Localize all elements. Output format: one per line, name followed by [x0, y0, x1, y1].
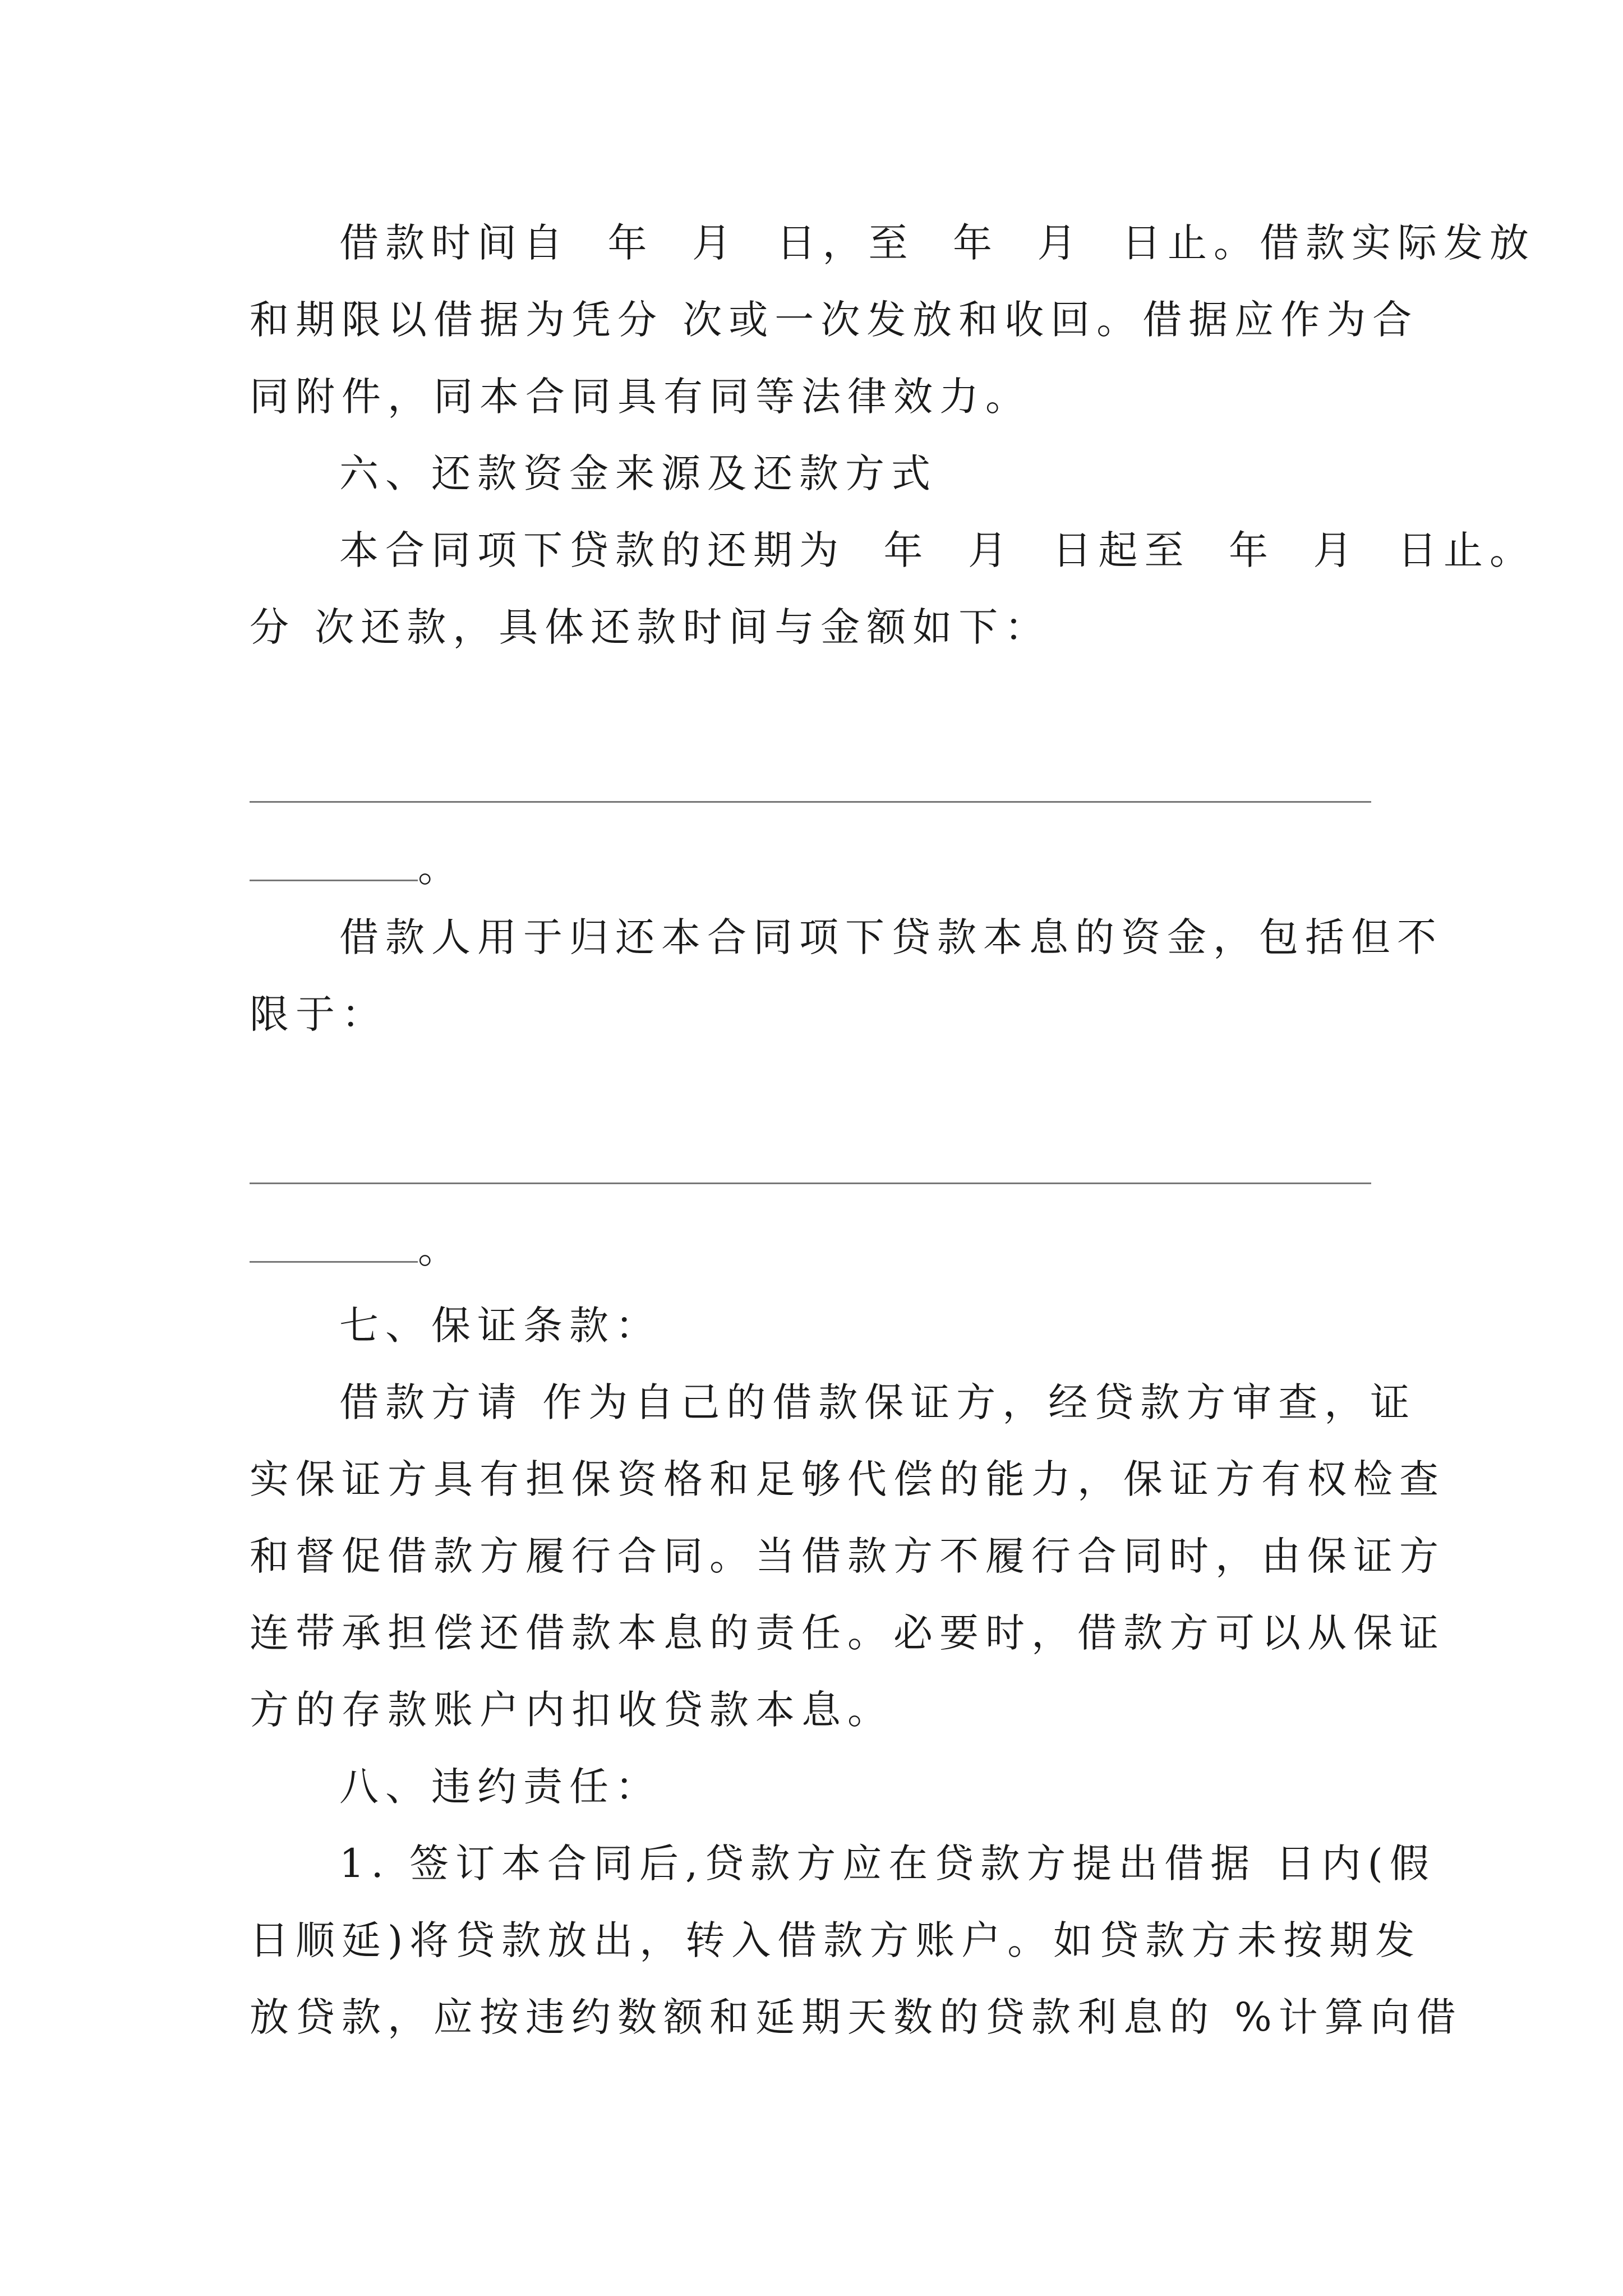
guarantee-line-2: 实保证方具有担保资格和足够代偿的能力，保证方有权检查 — [250, 1456, 1445, 1502]
repayment-period-line-1: 本合同项下贷款的还期为 年 月 日起至 年 月 日止。 — [339, 527, 1536, 573]
guarantee-line-3: 和督促借款方履行合同。当借款方不履行合同时，由保证方 — [250, 1533, 1445, 1579]
fill-in-line-2-end — [250, 1226, 457, 1272]
repayment-period-line-2: 分 次还款，具体还款时间与金额如下： — [250, 604, 1051, 650]
fill-in-blank — [250, 847, 418, 881]
fill-in-line-1-period: 。 — [418, 845, 457, 891]
fill-in-line-1-end — [250, 845, 457, 891]
repayment-source-line-1: 借款人用于归还本合同项下贷款本息的资金，包括但不 — [339, 914, 1443, 960]
section-7-heading: 七、保证条款： — [339, 1303, 661, 1349]
fill-in-blank — [250, 1228, 418, 1263]
loan-period-line-1: 借款时间自 年 月 日，至 年 月 日止。借款实际发放 — [339, 220, 1536, 266]
loan-period-line-2: 和期限以借据为凭分 次或一次发放和收回。借据应作为合 — [250, 297, 1419, 343]
fill-in-line-1 — [250, 801, 1371, 803]
section-8-heading: 八、违约责任： — [339, 1764, 661, 1810]
fill-in-line-2 — [250, 1182, 1371, 1184]
fill-in-line-2-period: 。 — [418, 1226, 457, 1272]
liability-line-1: 1. 签订本合同后,贷款方应在贷款方提出借据 日内(假 — [339, 1841, 1436, 1887]
liability-line-2: 日顺延)将贷款放出，转入借款方账户。如贷款方未按期发 — [250, 1917, 1422, 1963]
guarantee-line-1: 借款方请 作为自己的借款保证方，经贷款方审查，证 — [339, 1379, 1417, 1425]
guarantee-line-5: 方的存款账户内扣收贷款本息。 — [250, 1687, 893, 1733]
section-6-heading: 六、还款资金来源及还款方式 — [339, 450, 937, 496]
loan-period-line-3: 同附件，同本合同具有同等法律效力。 — [250, 374, 1031, 420]
liability-line-3: 放贷款，应按违约数额和延期天数的贷款利息的 %计算向借 — [250, 1994, 1463, 2040]
repayment-source-line-2: 限于： — [250, 991, 388, 1037]
guarantee-line-4: 连带承担偿还借款本息的责任。必要时，借款方可以从保证 — [250, 1610, 1445, 1656]
